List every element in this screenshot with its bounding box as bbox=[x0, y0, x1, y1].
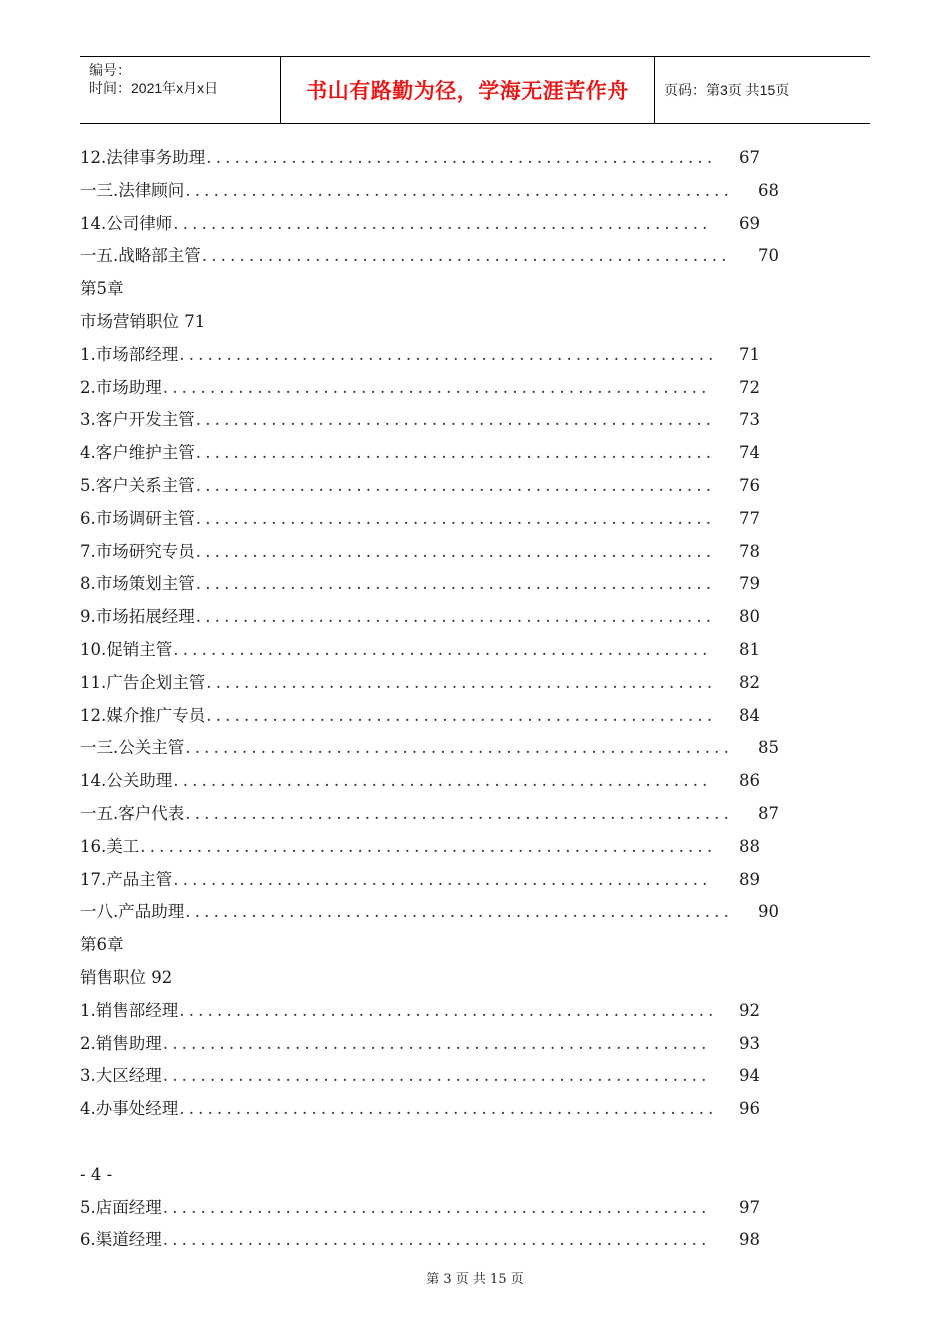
toc-entry bbox=[80, 470, 760, 503]
toc-entry-page-number: 86 bbox=[739, 771, 760, 791]
toc-entry-label: 12.法律事务助理 bbox=[80, 148, 206, 167]
dot-leader bbox=[179, 995, 712, 1028]
dot-leader bbox=[196, 503, 712, 536]
page-footer: 第 3 页 共 15 页 bbox=[426, 1272, 524, 1287]
toc-entry-label: 5.店面经理 bbox=[80, 1197, 162, 1217]
dot-leader bbox=[179, 1093, 712, 1126]
toc-entry-page-number: 84 bbox=[739, 705, 760, 725]
document-number-label: 编号： bbox=[89, 62, 131, 78]
page-header bbox=[80, 56, 870, 124]
toc-entry-page-number: 98 bbox=[739, 1230, 760, 1250]
toc-entry bbox=[80, 339, 760, 372]
toc-heading: - 4 - bbox=[80, 1164, 113, 1184]
dot-leader bbox=[173, 765, 712, 798]
header-motto: 书山有路勤为径，学海无涯苦作舟 bbox=[281, 57, 655, 123]
toc-entry-page-number: 85 bbox=[758, 738, 779, 758]
toc-entry bbox=[80, 1192, 760, 1225]
toc-entry-label: 4.客户维护主管 bbox=[80, 443, 195, 463]
toc-entry-page-number: 70 bbox=[758, 246, 779, 266]
dot-leader bbox=[202, 240, 731, 273]
dot-leader bbox=[185, 732, 731, 765]
toc-entry-label: 12.媒介推广专员 bbox=[80, 705, 206, 725]
table-of-contents bbox=[80, 142, 780, 1257]
toc-entry bbox=[80, 208, 760, 241]
toc-entry bbox=[80, 568, 760, 601]
toc-entry-page-number: 89 bbox=[739, 869, 760, 889]
toc-entry-page-number: 74 bbox=[739, 443, 760, 463]
dot-leader bbox=[173, 634, 712, 667]
toc-entry bbox=[80, 995, 760, 1028]
document-date: 时间：2021年x月x日 bbox=[89, 80, 219, 96]
toc-entry-label: 7.市场研究专员 bbox=[80, 541, 195, 561]
toc-entry bbox=[80, 404, 760, 437]
toc-entry-label: 17.产品主管 bbox=[80, 869, 173, 889]
dot-leader bbox=[173, 208, 712, 241]
dot-leader bbox=[185, 896, 731, 929]
header-meta bbox=[80, 57, 281, 123]
toc-entry-page-number: 82 bbox=[739, 672, 760, 692]
toc-entry-page-number: 80 bbox=[739, 607, 760, 627]
dot-leader bbox=[196, 536, 712, 569]
dot-leader bbox=[196, 470, 712, 503]
toc-entry bbox=[80, 765, 760, 798]
toc-entry-label: 一五.战略部主管 bbox=[80, 246, 201, 266]
dot-leader bbox=[140, 831, 712, 864]
toc-entry-page-number: 94 bbox=[739, 1066, 760, 1086]
dot-leader bbox=[179, 339, 712, 372]
toc-entry-label: 6.渠道经理 bbox=[80, 1230, 162, 1250]
toc-entry-page-number: 78 bbox=[739, 541, 760, 561]
toc-entry bbox=[80, 601, 760, 634]
dot-leader bbox=[163, 1224, 712, 1257]
toc-entry-label: 14.公关助理 bbox=[80, 771, 173, 791]
toc-entry bbox=[80, 1060, 760, 1093]
toc-entry-page-number: 79 bbox=[739, 574, 760, 594]
dot-leader bbox=[196, 437, 712, 470]
toc-entry bbox=[80, 175, 779, 208]
toc-entry-page-number: 90 bbox=[758, 902, 779, 922]
toc-entry bbox=[80, 437, 760, 470]
toc-entry-label: 2.销售助理 bbox=[80, 1033, 162, 1053]
dot-leader bbox=[196, 568, 712, 601]
toc-entry-label: 5.客户关系主管 bbox=[80, 475, 195, 495]
toc-entry-label: 9.市场拓展经理 bbox=[80, 607, 195, 627]
toc-entry-label: 一八.产品助理 bbox=[80, 902, 185, 922]
toc-entry-page-number: 67 bbox=[739, 148, 760, 167]
toc-entry bbox=[80, 864, 760, 897]
toc-entry bbox=[80, 700, 760, 733]
toc-entry bbox=[80, 372, 760, 405]
toc-entry-page-number: 88 bbox=[739, 836, 760, 856]
toc-entry bbox=[80, 240, 779, 273]
toc-entry bbox=[80, 634, 760, 667]
toc-entry-label: 14.公司律师 bbox=[80, 213, 173, 233]
dot-leader bbox=[173, 864, 712, 897]
toc-entry bbox=[80, 503, 760, 536]
dot-leader bbox=[163, 372, 712, 405]
toc-entry bbox=[80, 732, 779, 765]
toc-heading: 第5章 bbox=[80, 279, 124, 299]
toc-entry bbox=[80, 831, 760, 864]
toc-entry-page-number: 71 bbox=[739, 344, 760, 364]
toc-entry-page-number: 72 bbox=[739, 377, 760, 397]
toc-entry-page-number: 81 bbox=[739, 639, 760, 659]
dot-leader bbox=[163, 1192, 712, 1225]
dot-leader bbox=[206, 700, 712, 733]
toc-entry-page-number: 92 bbox=[739, 1000, 760, 1020]
toc-entry-page-number: 96 bbox=[739, 1099, 760, 1119]
dot-leader bbox=[163, 1028, 712, 1061]
toc-entry-page-number: 68 bbox=[758, 180, 779, 200]
toc-entry-label: 2.市场助理 bbox=[80, 377, 162, 397]
toc-entry-label: 1.销售部经理 bbox=[80, 1000, 179, 1020]
toc-entry bbox=[80, 536, 760, 569]
toc-entry bbox=[80, 667, 760, 700]
toc-entry bbox=[80, 1028, 760, 1061]
toc-entry bbox=[80, 798, 779, 831]
dot-leader bbox=[206, 667, 712, 700]
toc-entry-label: 8.市场策划主管 bbox=[80, 574, 195, 594]
toc-heading: 市场营销职位 71 bbox=[80, 311, 206, 331]
toc-entry-page-number: 76 bbox=[739, 475, 760, 495]
header-page-info: 页码：第3页 共15页 bbox=[664, 82, 790, 98]
toc-entry-label: 1.市场部经理 bbox=[80, 344, 179, 364]
toc-entry-label: 10.促销主管 bbox=[80, 639, 173, 659]
toc-heading: 第6章 bbox=[80, 935, 124, 955]
dot-leader bbox=[196, 404, 712, 437]
toc-entry-page-number: 97 bbox=[739, 1197, 760, 1217]
toc-entry-page-number: 87 bbox=[758, 803, 779, 823]
toc-entry-label: 16.美工 bbox=[80, 836, 140, 856]
toc-heading: 销售职位 92 bbox=[80, 967, 173, 987]
toc-entry-label: 6.市场调研主管 bbox=[80, 508, 195, 528]
toc-entry-label: 一三.法律顾问 bbox=[80, 180, 185, 200]
toc-entry bbox=[80, 1224, 760, 1257]
toc-entry-label: 11.广告企划主管 bbox=[80, 672, 206, 692]
dot-leader bbox=[185, 175, 731, 208]
toc-entry-page-number: 93 bbox=[739, 1033, 760, 1053]
toc-entry bbox=[80, 142, 760, 175]
toc-entry-page-number: 73 bbox=[739, 410, 760, 430]
toc-entry bbox=[80, 1093, 760, 1126]
dot-leader bbox=[163, 1060, 712, 1093]
dot-leader bbox=[196, 601, 712, 634]
toc-entry-label: 一五.客户代表 bbox=[80, 803, 185, 823]
toc-entry-label: 一三.公关主管 bbox=[80, 738, 185, 758]
toc-spacer bbox=[80, 1126, 780, 1159]
dot-leader bbox=[206, 142, 712, 175]
toc-entry-label: 3.大区经理 bbox=[80, 1066, 162, 1086]
dot-leader bbox=[185, 798, 731, 831]
toc-entry bbox=[80, 896, 779, 929]
toc-entry-page-number: 77 bbox=[739, 508, 760, 528]
toc-entry-label: 4.办事处经理 bbox=[80, 1099, 179, 1119]
toc-entry-label: 3.客户开发主管 bbox=[80, 410, 195, 430]
toc-entry-page-number: 69 bbox=[739, 213, 760, 233]
